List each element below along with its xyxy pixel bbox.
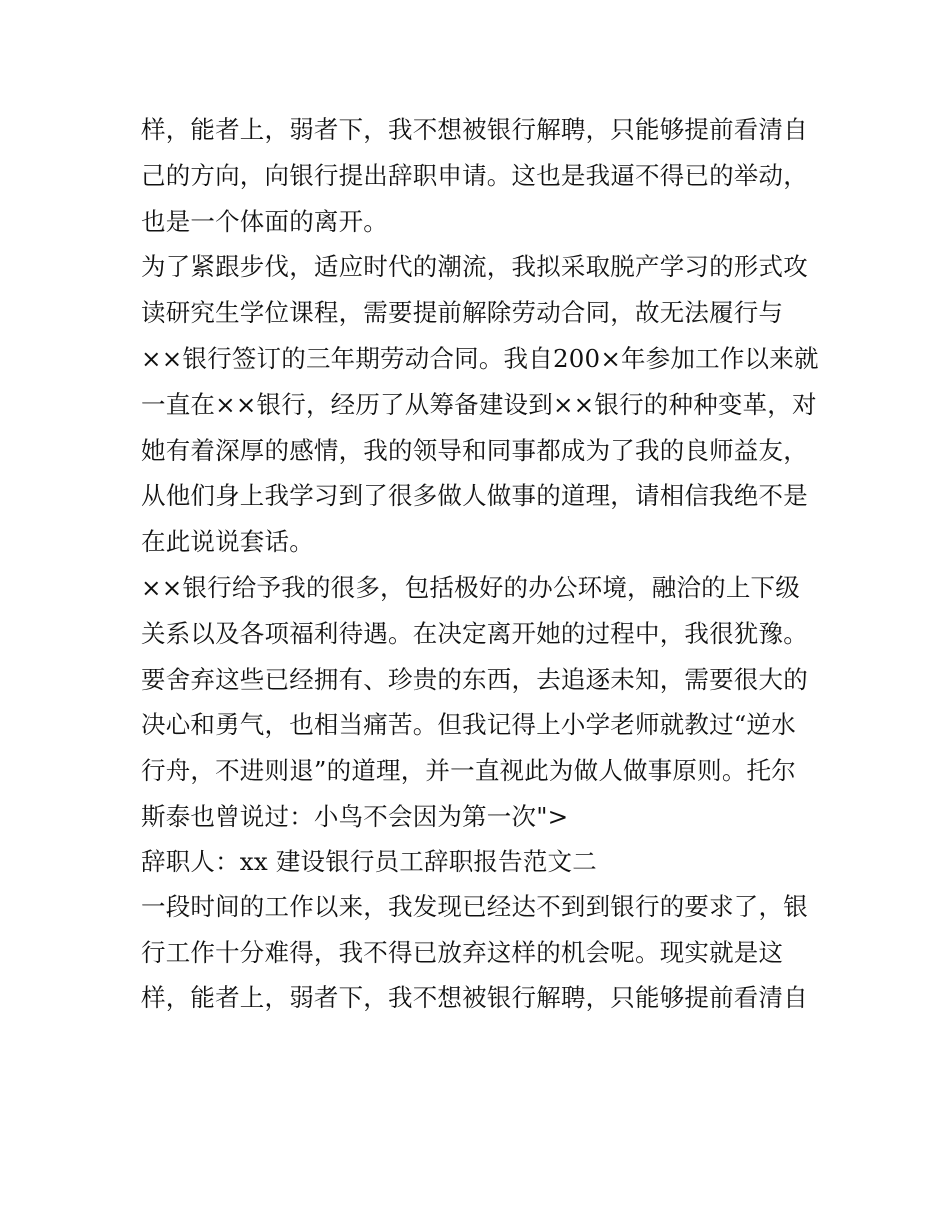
text-line: 决心和勇气，也相当痛苦。但我记得上小学老师就教过“逆水 — [141, 710, 796, 740]
text-line: 行舟，不进则退”的道理，并一直视此为做人做事原则。托尔 — [141, 756, 796, 786]
text-line: 样，能者上，弱者下，我不想被银行解聘，只能够提前看清自 — [141, 983, 808, 1013]
text-line: 从他们身上我学习到了很多做人做事的道理，请相信我绝不是 — [141, 481, 808, 511]
text-line: 一直在××银行，经历了从筹备建设到××银行的种种变革，对 — [141, 389, 817, 419]
text-line: 也是一个体面的离开。 — [141, 206, 388, 236]
text-line: 一段时间的工作以来，我发现已经达不到到银行的要求了，银 — [141, 891, 808, 921]
text-line: 读研究生学位课程，需要提前解除劳动合同，故无法履行与 — [141, 298, 784, 328]
text-line: 斯泰也曾说过：小鸟不会因为第一次"> — [141, 801, 569, 831]
text-line: 要舍弃这些已经拥有、珍贵的东西，去追逐未知，需要很大的 — [141, 664, 808, 694]
text-line: 在此说说套话。 — [141, 527, 314, 557]
signature-line: 辞职人：xx 建设银行员工辞职报告范文二 — [141, 846, 597, 876]
text-line: 行工作十分难得，我不得已放弃这样的机会呢。现实就是这 — [141, 937, 784, 967]
document-body — [141, 107, 831, 1021]
text-line: 为了紧跟步伐，适应时代的潮流，我拟采取脱产学习的形式攻 — [141, 252, 808, 282]
text-line: 样，能者上，弱者下，我不想被银行解聘，只能够提前看清自 — [141, 115, 808, 144]
text-line: ××银行签订的三年期劳动合同。我自200×年参加工作以来就 — [141, 343, 819, 373]
text-line: 关系以及各项福利待遇。在决定离开她的过程中，我很犹豫。 — [141, 618, 808, 648]
text-line: 己的方向，向银行提出辞职申请。这也是我逼不得已的举动， — [141, 160, 808, 190]
text-line: ××银行给予我的很多，包括极好的办公环境，融洽的上下级 — [141, 572, 800, 602]
text-line: 她有着深厚的感情，我的领导和同事都成为了我的良师益友， — [141, 435, 808, 465]
